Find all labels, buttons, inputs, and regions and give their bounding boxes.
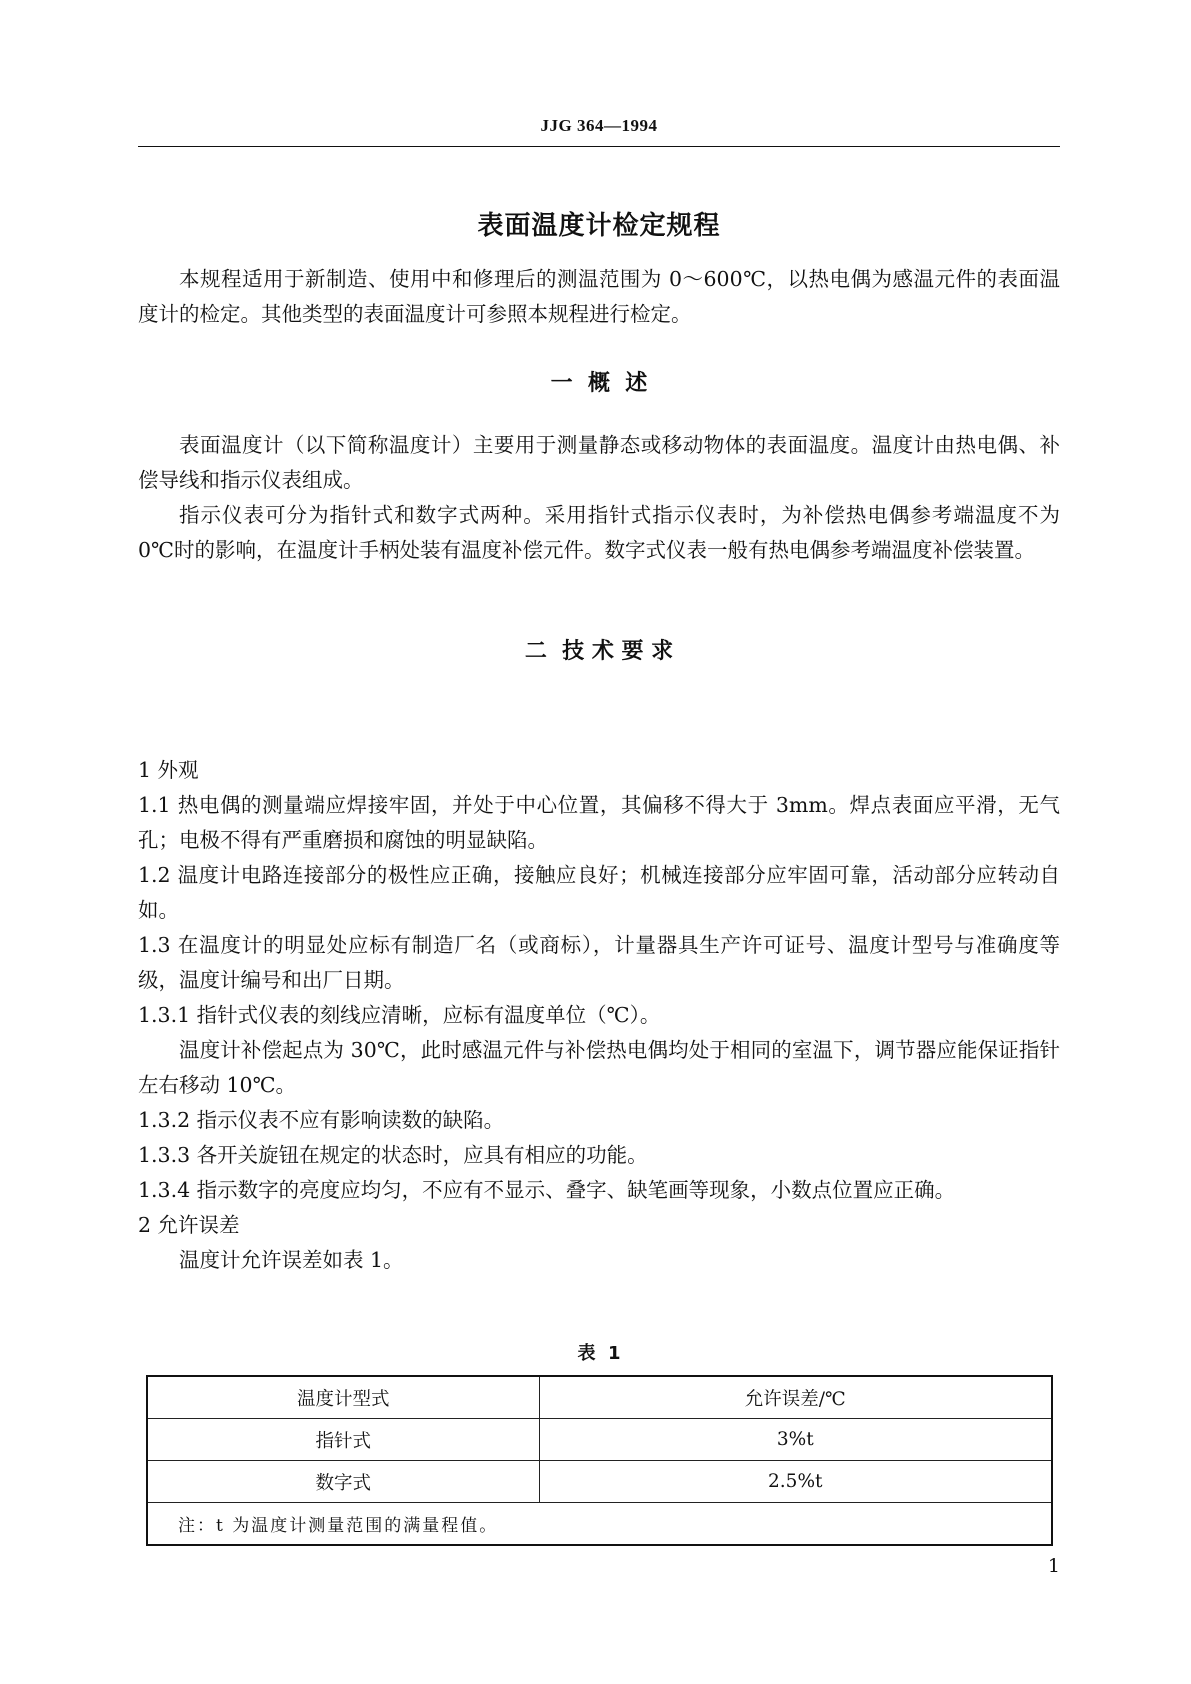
table-caption: 表 1 xyxy=(577,1343,621,1364)
section-heading-overview: 一 概 述 xyxy=(550,371,648,396)
header-rule xyxy=(138,146,1060,147)
table-header-cell: 允许误差/℃ xyxy=(539,1376,1052,1419)
table-header-row xyxy=(147,1376,1052,1419)
table-cell: 数字式 xyxy=(147,1461,539,1503)
table-header-cell: 温度计型式 xyxy=(147,1376,539,1419)
item-1-3-1: 1.3.1 指针式仪表的刻线应清晰，应标有温度单位（℃）。 xyxy=(138,1003,661,1027)
item-appearance: 1 外观 xyxy=(138,758,199,782)
item-1-3-1-continued: 温度计补偿起点为 30℃，此时感温元件与补偿热电偶均处于相同的室温下，调节器应能保证指针左右移动 10℃。 xyxy=(138,1038,1060,1097)
item-1-3: 1.3 在温度计的明显处应标有制造厂名（或商标），计量器具生产许可证号、温度计型号与准确度等级，温度计编号和出厂日期。 xyxy=(138,933,1060,992)
table-cell: 指针式 xyxy=(147,1419,539,1461)
requirements-list xyxy=(138,753,1060,1278)
overview-paragraph-1: 表面温度计（以下简称温度计）主要用于测量静态或移动物体的表面温度。温度计由热电偶、补偿导线和指示仪表组成。 xyxy=(138,433,1060,492)
section-heading-technical-requirements: 二 技 术 要 求 xyxy=(524,639,674,664)
item-1-2: 1.2 温度计电路连接部分的极性应正确，接触应良好；机械连接部分应牢固可靠，活动部分应转动自如。 xyxy=(138,863,1060,922)
table-cell: 2.5%t xyxy=(539,1461,1052,1503)
item-1-3-2: 1.3.2 指示仪表不应有影响读数的缺陷。 xyxy=(138,1108,505,1132)
standard-code: JJG 364—1994 xyxy=(540,116,658,135)
table-note: 注：t 为温度计测量范围的满量程值。 xyxy=(147,1503,1052,1546)
overview-paragraph-2: 指示仪表可分为指针式和数字式两种。采用指针式指示仪表时，为补偿热电偶参考端温度不为 0℃时的影响，在温度计手柄处装有温度补偿元件。数字式仪表一般有热电偶参考端温度补偿装置。 xyxy=(138,503,1060,562)
table-row xyxy=(147,1419,1052,1461)
intro-paragraph: 本规程适用于新制造、使用中和修理后的测温范围为 0～600℃，以热电偶为感温元件的表面温度计的检定。其他类型的表面温度计可参照本规程进行检定。 xyxy=(138,267,1060,326)
item-allowable-error: 2 允许误差 xyxy=(138,1213,240,1237)
page-number: 1 xyxy=(1047,1555,1060,1577)
item-1-3-4: 1.3.4 指示数字的亮度应均匀，不应有不显示、叠字、缺笔画等现象，小数点位置应正确。 xyxy=(138,1178,956,1202)
allowable-error-table xyxy=(146,1375,1053,1546)
page-title: 表面温度计检定规程 xyxy=(477,211,721,241)
table-cell: 3%t xyxy=(539,1419,1052,1461)
table-note-row xyxy=(147,1503,1052,1546)
item-1-1: 1.1 热电偶的测量端应焊接牢固，并处于中心位置，其偏移不得大于 3mm。焊点表面应平滑，无气孔；电极不得有严重磨损和腐蚀的明显缺陷。 xyxy=(138,793,1060,852)
table-row xyxy=(147,1461,1052,1503)
item-1-3-3: 1.3.3 各开关旋钮在规定的状态时，应具有相应的功能。 xyxy=(138,1143,648,1167)
item-table-reference: 温度计允许误差如表 1。 xyxy=(179,1248,404,1272)
